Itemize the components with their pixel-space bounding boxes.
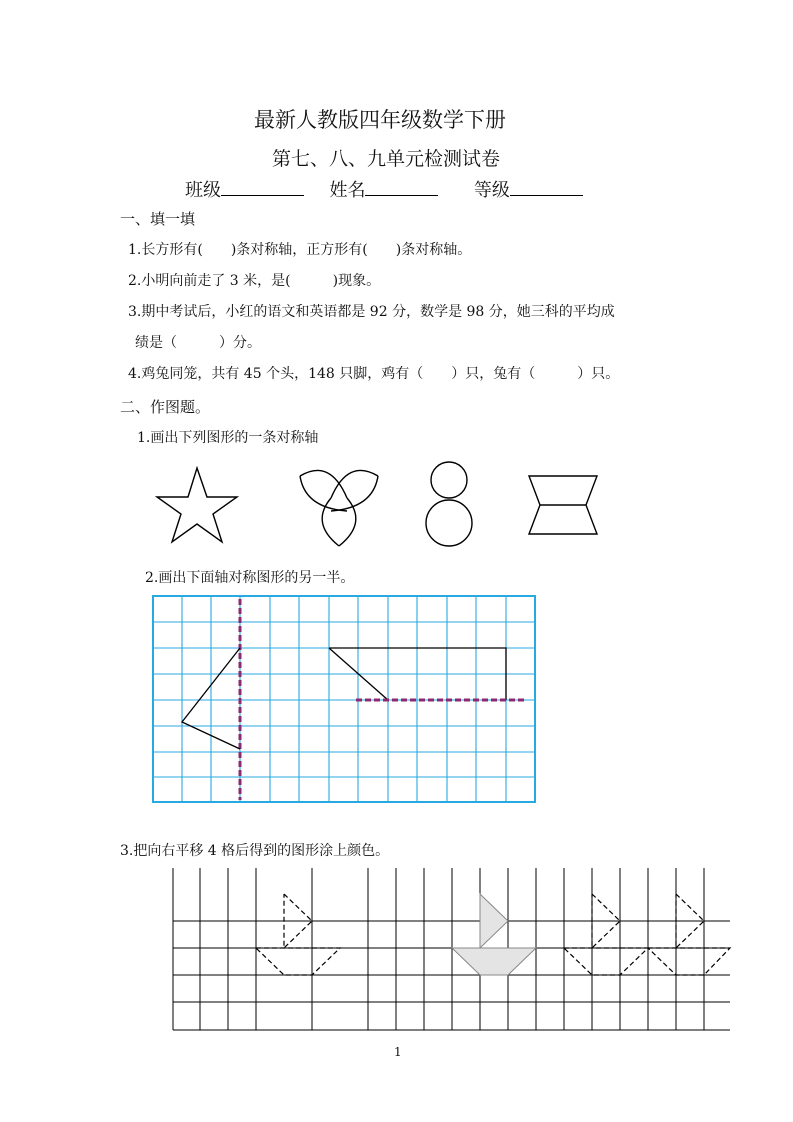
question-1-3a: 3.期中考试后，小红的语文和英语都是 92 分，数学是 98 分，她三科的平均成 bbox=[128, 304, 615, 320]
section2-heading: 二、作图题。 bbox=[120, 398, 211, 416]
section1-heading: 一、填一填 bbox=[120, 210, 196, 228]
symmetry-grid[interactable] bbox=[152, 595, 536, 803]
translation-grid[interactable] bbox=[170, 866, 732, 1032]
hourglass-icon bbox=[528, 474, 600, 538]
question-1-2: 2.小明向前走了 3 米，是( )现象。 bbox=[128, 273, 381, 289]
grade-label: 等级 bbox=[473, 180, 510, 201]
question-1-3b: 绩是（ ）分。 bbox=[135, 335, 261, 351]
page-subtitle: 第七、八、九单元检测试卷 bbox=[272, 148, 501, 170]
figure-eight-icon bbox=[424, 460, 476, 552]
grade-blank[interactable] bbox=[510, 181, 583, 196]
name-blank[interactable] bbox=[365, 181, 438, 196]
trefoil-icon bbox=[295, 468, 385, 548]
question-2-1: 1.画出下列图形的一条对称轴 bbox=[137, 430, 319, 446]
question-2-3: 3.把向右平移 4 格后得到的图形涂上颜色。 bbox=[120, 843, 390, 859]
question-1-4: 4.鸡兔同笼，共有 45 个头，148 只脚，鸡有（ ）只，兔有（ ）只。 bbox=[128, 366, 620, 382]
info-row bbox=[185, 176, 583, 202]
page-number: 1 bbox=[394, 1045, 402, 1059]
question-2-2: 2.画出下面轴对称图形的另一半。 bbox=[145, 570, 355, 586]
star-icon bbox=[150, 462, 250, 544]
class-blank[interactable] bbox=[221, 181, 304, 196]
class-label: 班级 bbox=[185, 180, 221, 201]
question-1-1: 1.长方形有( )条对称轴，正方形有( )条对称轴。 bbox=[128, 242, 472, 258]
name-label: 姓名 bbox=[329, 180, 366, 201]
page-title: 最新人教版四年级数学下册 bbox=[254, 108, 506, 132]
